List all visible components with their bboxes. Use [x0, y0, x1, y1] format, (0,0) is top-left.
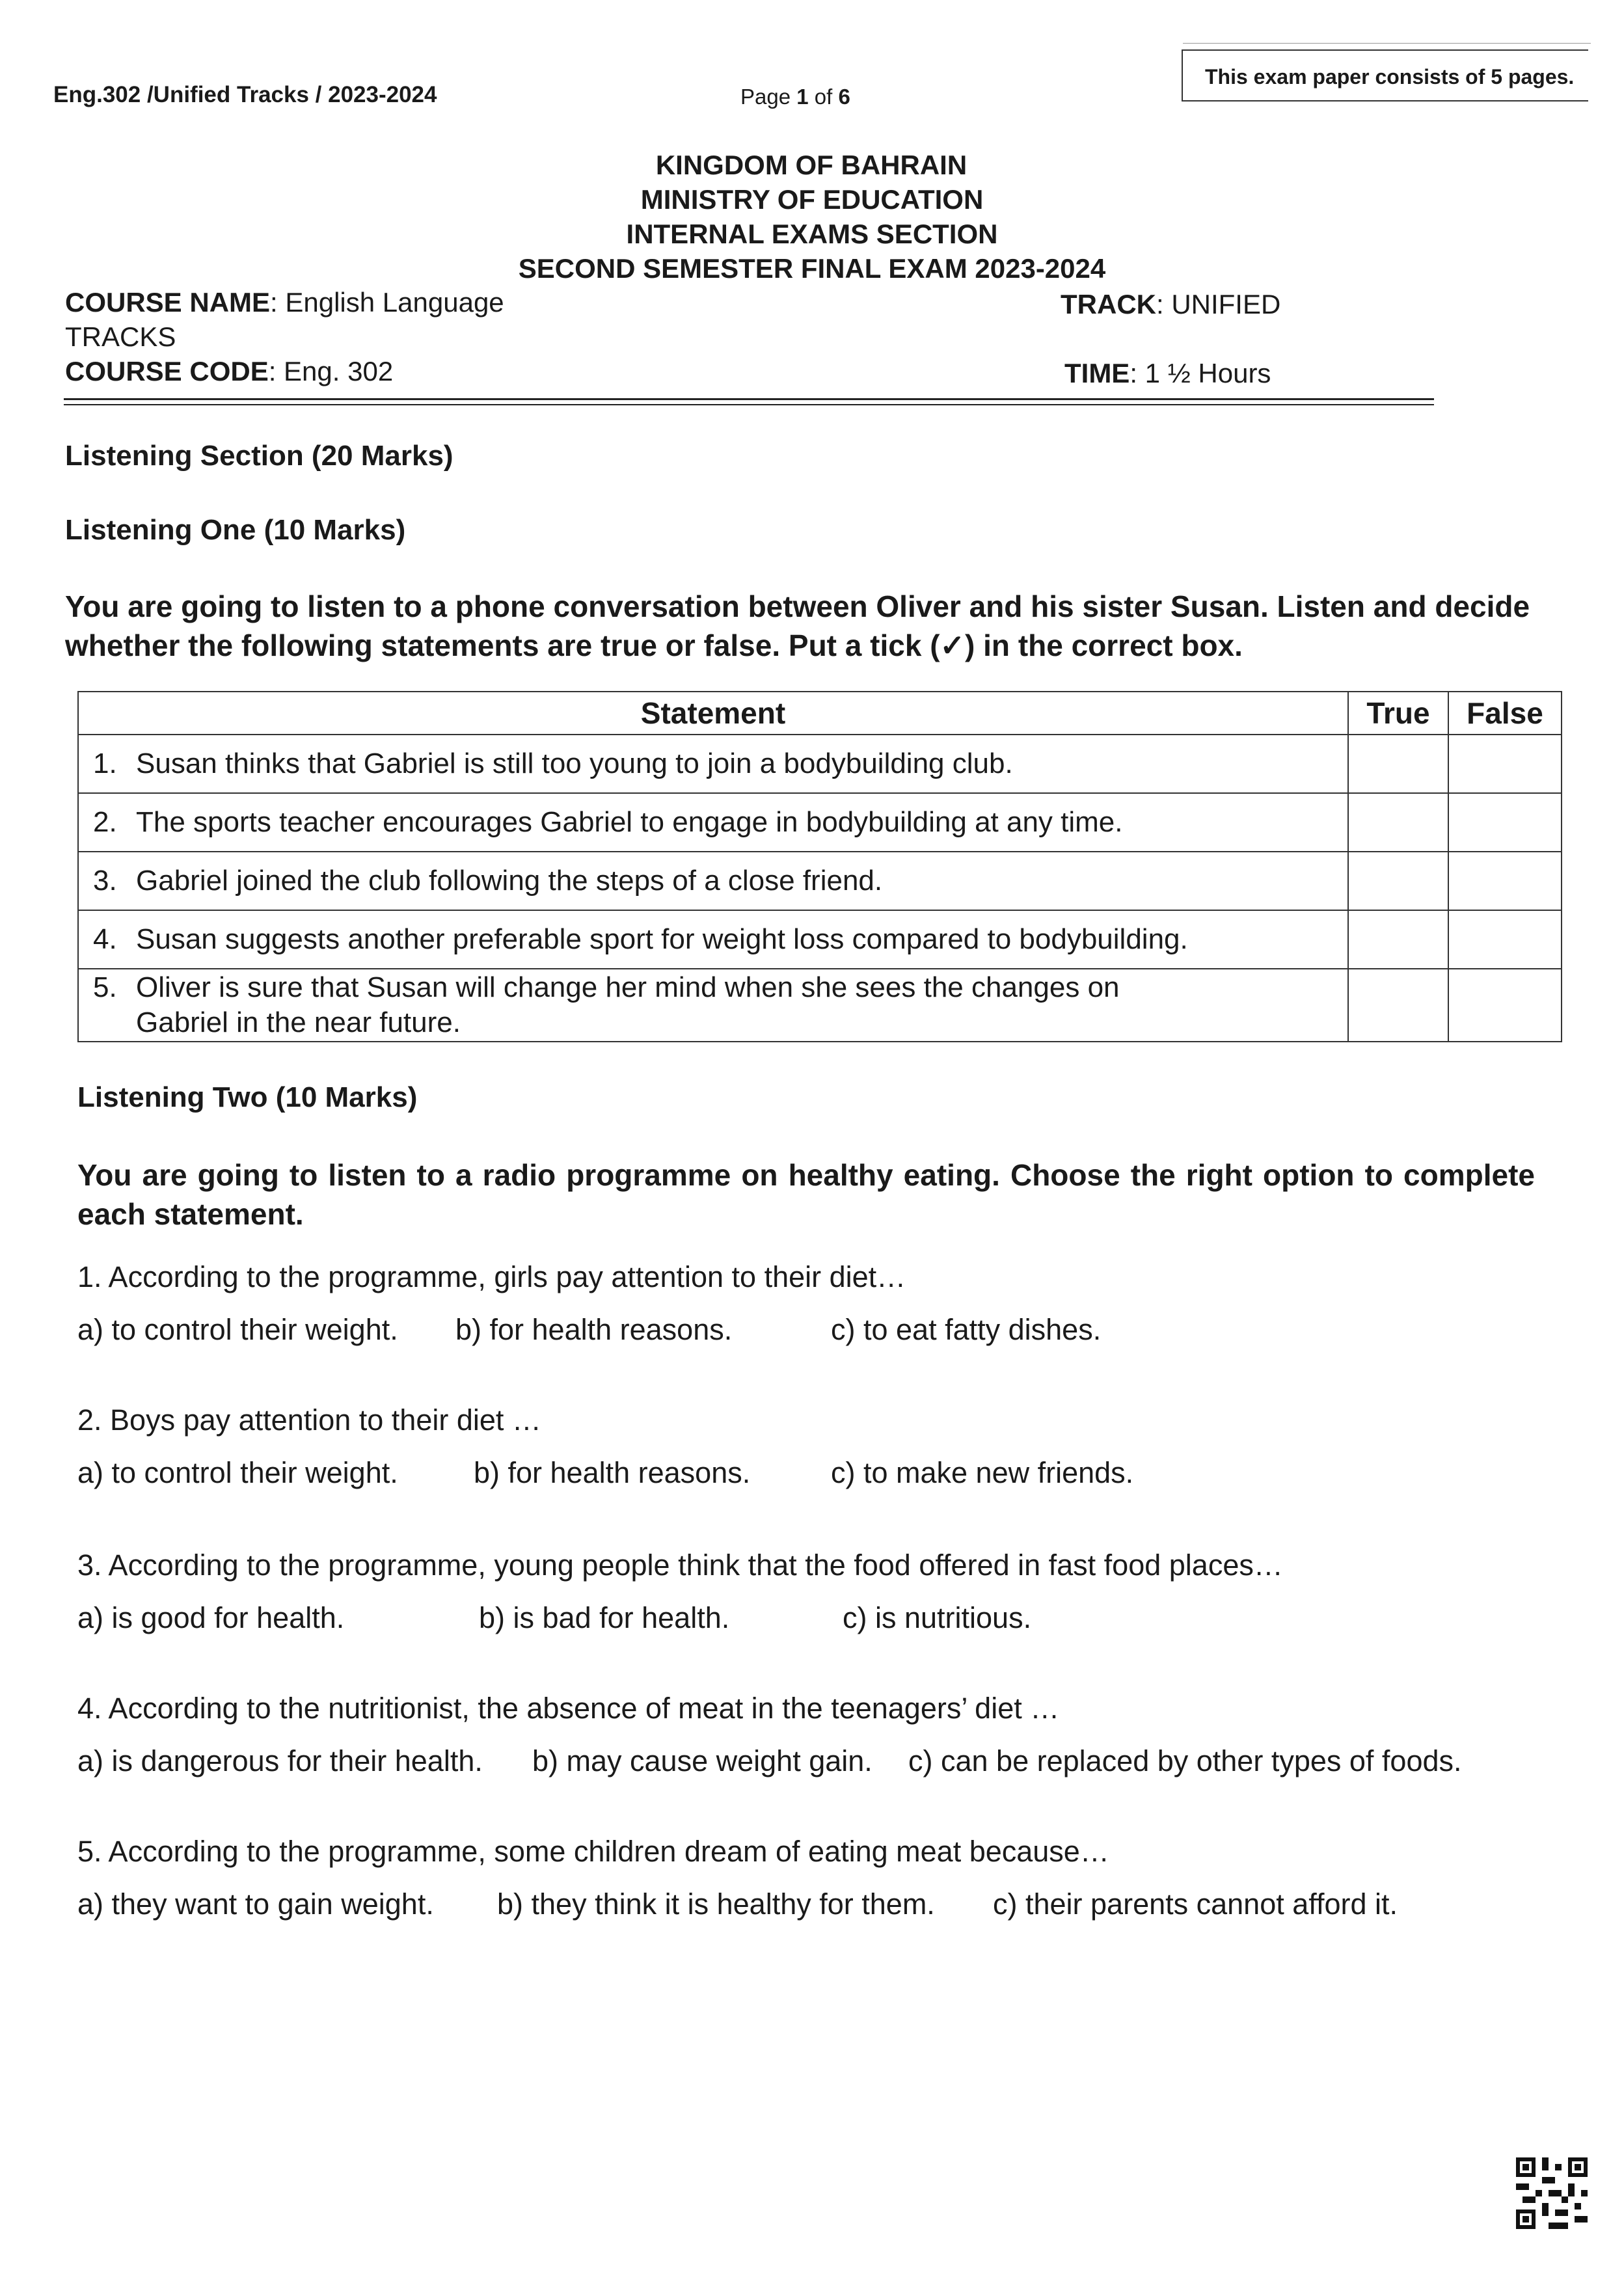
statement-number: 3.: [93, 865, 117, 897]
true-checkbox-cell[interactable]: [1348, 793, 1448, 852]
course-name-label: COURSE NAME: [65, 287, 271, 318]
table-header-row: [78, 692, 1562, 735]
part2-title: Listening Two (10 Marks): [77, 1081, 418, 1113]
part1-instructions: You are going to listen to a phone conversation between Oliver and his sister Susan. Listen and decide whether the following statements are true or false. Put a tick (✓) in the correct box.: [65, 589, 1530, 662]
part1-title: Listening One (10 Marks): [65, 514, 406, 546]
course-name-continued: TRACKS: [65, 321, 176, 352]
course-name-value: : English Language: [270, 287, 504, 318]
q4-option-a[interactable]: a) is dangerous for their health.: [77, 1744, 483, 1777]
course-name: [65, 287, 504, 318]
false-checkbox-cell[interactable]: [1448, 969, 1562, 1042]
statement-number: 5.: [93, 971, 117, 1003]
statement-number: 4.: [93, 923, 117, 955]
page-number: 1: [796, 85, 809, 109]
statement-number: 2.: [93, 806, 117, 838]
true-false-table: [77, 691, 1562, 1042]
q5-option-b[interactable]: b) they think it is healthy for them.: [497, 1887, 935, 1921]
statement-text: Oliver is sure that Susan will change her mind when she sees the changes on: [136, 971, 1120, 1003]
true-checkbox-cell[interactable]: [1348, 910, 1448, 969]
header-statement: Statement: [78, 692, 1348, 735]
q4-option-c[interactable]: c) can be replaced by other types of foods.: [908, 1744, 1462, 1777]
statement-cell: [78, 793, 1348, 852]
table-row: [78, 793, 1562, 852]
question-4: 4. According to the nutritionist, the absence of meat in the teenagers’ diet …: [77, 1692, 1060, 1725]
qr-code-icon: [1516, 2157, 1588, 2229]
q1-option-c[interactable]: c) to eat fatty dishes.: [831, 1313, 1102, 1346]
table-row: [78, 735, 1562, 793]
header-true: True: [1348, 692, 1448, 735]
part2-instructions: You are going to listen to a radio programme on healthy eating. Choose the right option to complete each statement.: [77, 1158, 1535, 1231]
q3-option-a[interactable]: a) is good for health.: [77, 1601, 345, 1634]
statement-text: The sports teacher encourages Gabriel to engage in bodybuilding at any time.: [136, 806, 1123, 838]
q5-option-c[interactable]: c) their parents cannot afford it.: [993, 1887, 1398, 1921]
statement-text-block: [136, 970, 1120, 1040]
q4-option-b[interactable]: b) may cause weight gain.: [532, 1744, 873, 1777]
header-divider-thin: [64, 404, 1434, 405]
false-checkbox-cell[interactable]: [1448, 910, 1562, 969]
question-2: 2. Boys pay attention to their diet …: [77, 1403, 541, 1437]
statement-cell: [78, 735, 1348, 793]
table-row: [78, 969, 1562, 1042]
time-label: TIME: [1064, 358, 1130, 388]
time: [1064, 358, 1271, 389]
course-code-value: : Eng. 302: [268, 356, 394, 386]
statement-text-continued: Gabriel in the near future.: [136, 1007, 461, 1038]
question-5: 5. According to the programme, some children dream of eating meat because…: [77, 1835, 1109, 1868]
q2-option-b[interactable]: b) for health reasons.: [474, 1456, 751, 1489]
page-total: 6: [838, 85, 850, 109]
false-checkbox-cell[interactable]: [1448, 735, 1562, 793]
q2-option-c[interactable]: c) to make new friends.: [831, 1456, 1134, 1489]
q5-option-a[interactable]: a) they want to gain weight.: [77, 1887, 434, 1921]
title-exam-name: SECOND SEMESTER FINAL EXAM 2023-2024: [518, 253, 1106, 284]
table-row: [78, 910, 1562, 969]
page-prefix: Page: [740, 85, 797, 109]
header-false: False: [1448, 692, 1562, 735]
q1-option-a[interactable]: a) to control their weight.: [77, 1313, 398, 1346]
question-3: 3. According to the programme, young people think that the food offered in fast food places…: [77, 1548, 1283, 1582]
title-ministry: MINISTRY OF EDUCATION: [640, 184, 984, 215]
table-row: [78, 852, 1562, 910]
track-value: : UNIFIED: [1156, 289, 1281, 319]
course-reference: Eng.302 /Unified Tracks / 2023-2024: [53, 82, 437, 107]
true-checkbox-cell[interactable]: [1348, 969, 1448, 1042]
q2-option-a[interactable]: a) to control their weight.: [77, 1456, 398, 1489]
pages-note-box: This exam paper consists of 5 pages.: [1182, 49, 1588, 101]
question-1: 1. According to the programme, girls pay attention to their diet…: [77, 1260, 906, 1293]
false-checkbox-cell[interactable]: [1448, 852, 1562, 910]
q1-option-b[interactable]: b) for health reasons.: [455, 1313, 733, 1346]
statement-text: Gabriel joined the club following the steps of a close friend.: [136, 865, 883, 897]
time-value: : 1 ½ Hours: [1130, 358, 1271, 388]
false-checkbox-cell[interactable]: [1448, 793, 1562, 852]
page-indicator: [740, 85, 850, 109]
statement-number: 1.: [93, 748, 117, 779]
true-checkbox-cell[interactable]: [1348, 735, 1448, 793]
title-kingdom: KINGDOM OF BAHRAIN: [655, 150, 968, 180]
statement-cell: [78, 969, 1348, 1042]
course-code: [65, 356, 393, 387]
header-divider-thick: [64, 398, 1434, 400]
statement-text: Susan suggests another preferable sport for weight loss compared to bodybuilding.: [136, 923, 1188, 955]
statement-cell: [78, 910, 1348, 969]
page-of: of: [808, 85, 839, 109]
q3-option-b[interactable]: b) is bad for health.: [479, 1601, 730, 1634]
track-label: TRACK: [1061, 289, 1156, 319]
q3-option-c[interactable]: c) is nutritious.: [843, 1601, 1032, 1634]
course-code-label: COURSE CODE: [65, 356, 269, 386]
statement-cell: [78, 852, 1348, 910]
title-exams-section: INTERNAL EXAMS SECTION: [626, 219, 998, 249]
section-title: Listening Section (20 Marks): [65, 440, 453, 472]
track: [1061, 289, 1280, 320]
true-checkbox-cell[interactable]: [1348, 852, 1448, 910]
statement-text: Susan thinks that Gabriel is still too young to join a bodybuilding club.: [136, 748, 1013, 779]
